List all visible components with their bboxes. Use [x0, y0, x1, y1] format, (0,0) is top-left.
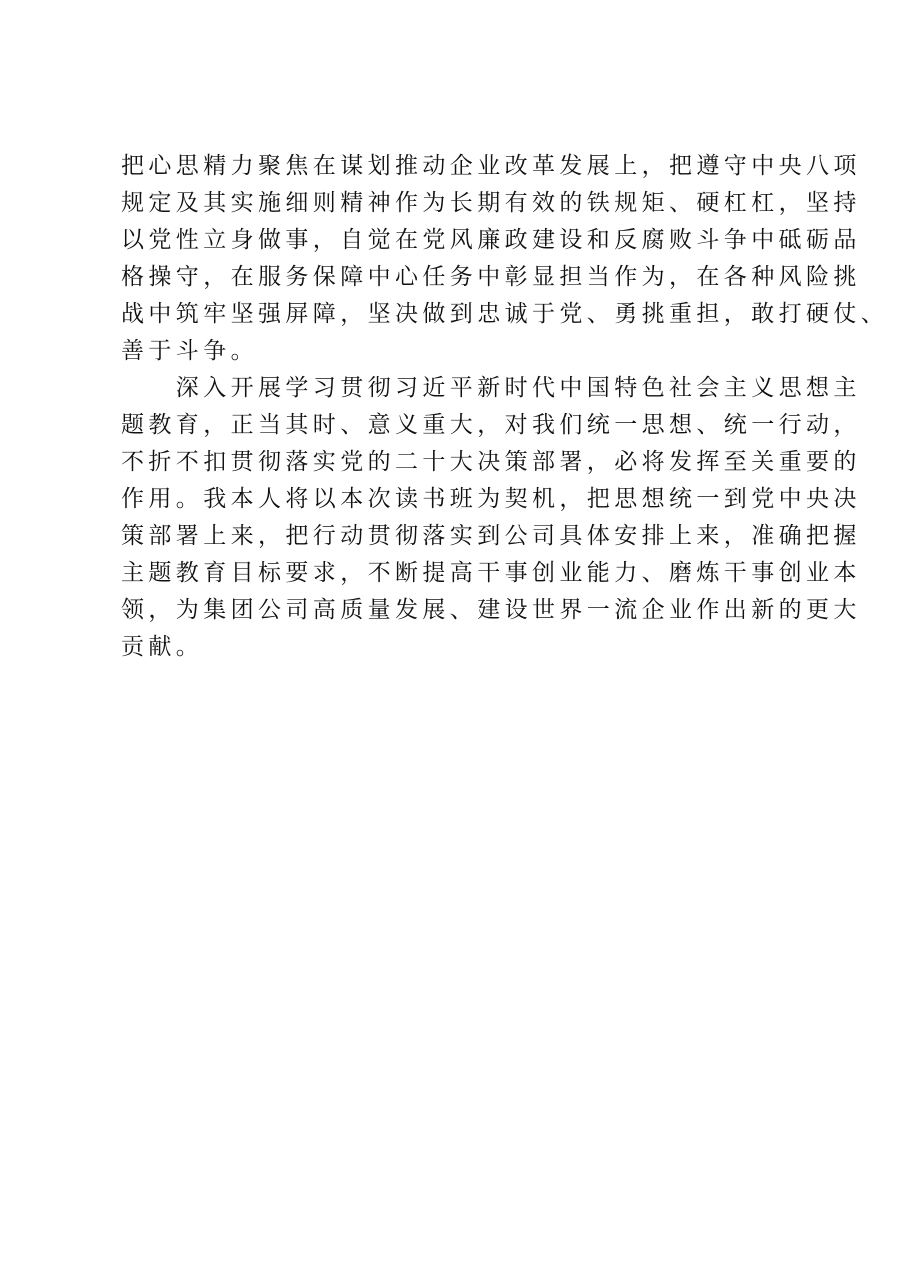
text-line: 深入开展学习贯彻习近平新时代中国特色社会主义思想主 — [121, 375, 861, 401]
body-text — [121, 148, 889, 666]
text-line: 战中筑牢坚强屏障，坚决做到忠诚于党、勇挑重担，敢打硬仗、 — [121, 301, 889, 327]
text-line: 策部署上来，把行动贯彻落实到公司具体安排上来，准确把握 — [121, 523, 861, 549]
text-line: 领，为集团公司高质量发展、建设世界一流企业作出新的更大 — [121, 597, 861, 623]
text-line: 主题教育目标要求，不断提高干事创业能力、磨炼干事创业本 — [121, 560, 861, 586]
text-line: 善于斗争。 — [121, 338, 258, 364]
paragraph-2 — [121, 370, 861, 666]
text-line: 题教育，正当其时、意义重大，对我们统一思想、统一行动， — [121, 412, 861, 438]
text-line: 不折不扣贯彻落实党的二十大决策部署，必将发挥至关重要的 — [121, 449, 861, 475]
text-line: 贡献。 — [121, 634, 204, 660]
text-line: 规定及其实施细则精神作为长期有效的铁规矩、硬杠杠，坚持 — [121, 190, 861, 216]
text-line: 以党性立身做事，自觉在党风廉政建设和反腐败斗争中砥砺品 — [121, 227, 861, 253]
paragraph-1 — [121, 148, 889, 370]
text-line: 格操守，在服务保障中心任务中彰显担当作为，在各种风险挑 — [121, 264, 861, 290]
text-line: 把心思精力聚焦在谋划推动企业改革发展上，把遵守中央八项 — [121, 153, 861, 179]
text-line: 作用。我本人将以本次读书班为契机，把思想统一到党中央决 — [121, 486, 861, 512]
